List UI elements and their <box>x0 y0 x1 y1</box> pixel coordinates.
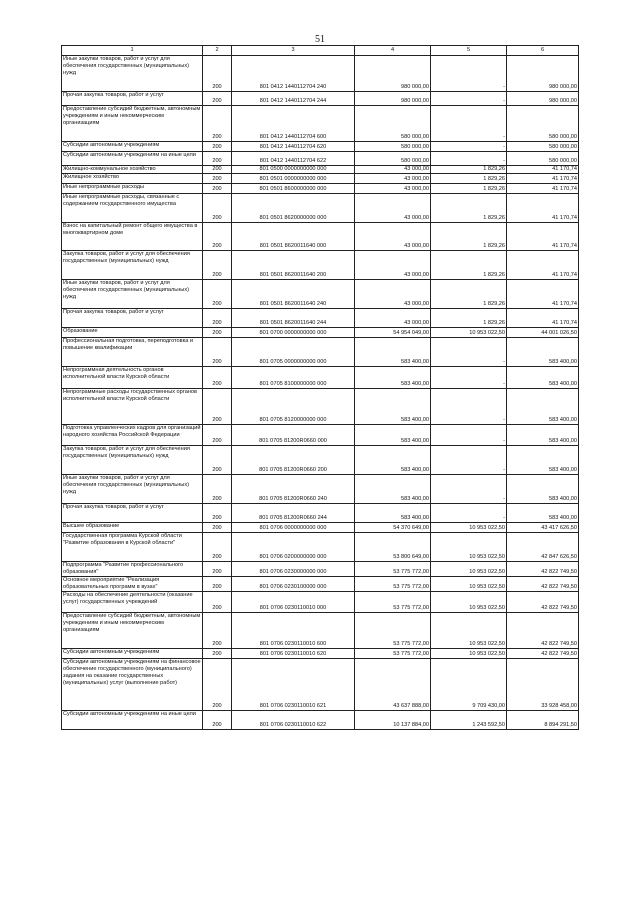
table-cell-budget-code: 801 0706 0230110010 600 <box>232 613 355 649</box>
table-row <box>62 92 579 106</box>
table-cell-name: Государственная программа Курской области "Развитие образования в Курской области" <box>62 533 203 562</box>
table-cell-line-code: 200 <box>203 309 232 328</box>
table-cell-name: Субсидии автономным учреждениям на иные цели <box>62 152 203 166</box>
header-cell: 6 <box>507 46 579 56</box>
table-row <box>62 309 579 328</box>
table-cell-name: Субсидии автономным учреждениям на иные цели <box>62 711 203 730</box>
table-cell-name: Жилищно-коммунальное хозяйство <box>62 166 203 174</box>
table-cell-approved: 53 775 772,00 <box>355 592 431 613</box>
table-cell-line-code: 200 <box>203 523 232 533</box>
table-cell-remaining: 580 000,00 <box>507 152 579 166</box>
table-cell-line-code: 200 <box>203 194 232 223</box>
table-cell-budget-code: 801 0501 8600000000 000 <box>232 184 355 194</box>
table-cell-remaining: 583 400,00 <box>507 338 579 367</box>
table-cell-line-code: 200 <box>203 338 232 367</box>
table-cell-line-code: 200 <box>203 562 232 577</box>
table-cell-line-code: 200 <box>203 475 232 504</box>
table-cell-budget-code: 801 0706 0000000000 000 <box>232 523 355 533</box>
table-cell-budget-code: 801 0501 8620000000 000 <box>232 194 355 223</box>
table-cell-remaining: 41 170,74 <box>507 251 579 280</box>
table-cell-line-code: 200 <box>203 223 232 251</box>
table-cell-budget-code: 801 0412 1440112704 240 <box>232 56 355 92</box>
table-cell-line-code: 200 <box>203 92 232 106</box>
table-cell-line-code: 200 <box>203 504 232 523</box>
table-row <box>62 446 579 475</box>
table-cell-budget-code: 801 0705 8100000000 000 <box>232 367 355 389</box>
table-cell-name: Подпрограмма "Развитие профессионального образования" <box>62 562 203 577</box>
table-cell-approved: 583 400,00 <box>355 389 431 425</box>
table-cell-remaining: 41 170,74 <box>507 309 579 328</box>
table-cell-remaining: 42 822 749,50 <box>507 562 579 577</box>
table-cell-budget-code: 801 0705 81200R0660 000 <box>232 425 355 446</box>
table-cell-remaining: 44 001 026,50 <box>507 328 579 338</box>
table-row <box>62 223 579 251</box>
table-row <box>62 152 579 166</box>
table-cell-executed: - <box>431 504 507 523</box>
table-cell-budget-code: 801 0705 0000000000 000 <box>232 338 355 367</box>
table-cell-name: Предоставление субсидий бюджетным, автономным учреждениям и иным некоммерческим организациям <box>62 613 203 649</box>
table-cell-executed: 1 829,26 <box>431 184 507 194</box>
table-row <box>62 659 579 711</box>
table-cell-budget-code: 801 0706 0230110010 620 <box>232 649 355 659</box>
table-cell-approved: 583 400,00 <box>355 367 431 389</box>
header-cell: 4 <box>355 46 431 56</box>
table-cell-approved: 980 000,00 <box>355 92 431 106</box>
table-cell-approved: 980 000,00 <box>355 56 431 92</box>
header-cell: 2 <box>203 46 232 56</box>
table-cell-approved: 10 137 884,00 <box>355 711 431 730</box>
table-row <box>62 577 579 592</box>
table-row <box>62 367 579 389</box>
table-cell-approved: 580 000,00 <box>355 106 431 142</box>
table-cell-executed: 10 953 022,50 <box>431 577 507 592</box>
table-cell-approved: 53 800 649,00 <box>355 533 431 562</box>
table-cell-line-code: 200 <box>203 711 232 730</box>
table-row <box>62 711 579 730</box>
table-cell-budget-code: 801 0706 0230100000 000 <box>232 577 355 592</box>
table-cell-name: Иные закупки товаров, работ и услуг для обеспечения государственных (муниципальных) нужд <box>62 475 203 504</box>
table-cell-line-code: 200 <box>203 613 232 649</box>
table-cell-name: Жилищное хозяйство <box>62 174 203 184</box>
table-cell-executed: 10 953 022,50 <box>431 613 507 649</box>
table-cell-executed: 1 829,26 <box>431 194 507 223</box>
table-cell-approved: 43 637 888,00 <box>355 659 431 711</box>
table-cell-name: Непрограммная деятельность органов исполнительной власти Курской области <box>62 367 203 389</box>
table-cell-name: Прочая закупка товаров, работ и услуг <box>62 504 203 523</box>
table-row <box>62 184 579 194</box>
table-cell-budget-code: 801 0705 8120000000 000 <box>232 389 355 425</box>
table-cell-name: Закупка товаров, работ и услуг для обеспечения государственных (муниципальных) нужд <box>62 251 203 280</box>
table-cell-executed: - <box>431 389 507 425</box>
table-cell-approved: 53 775 772,00 <box>355 562 431 577</box>
table-cell-name: Образование <box>62 328 203 338</box>
table-cell-name: Профессиональная подготовка, переподготовка и повышение квалификации <box>62 338 203 367</box>
table-cell-line-code: 200 <box>203 166 232 174</box>
table-cell-executed: - <box>431 106 507 142</box>
table-cell-remaining: 583 400,00 <box>507 504 579 523</box>
table-cell-budget-code: 801 0706 0230110010 621 <box>232 659 355 711</box>
table-cell-approved: 43 000,00 <box>355 194 431 223</box>
table-cell-line-code: 200 <box>203 280 232 309</box>
table-cell-executed: 1 243 592,50 <box>431 711 507 730</box>
header-cell: 3 <box>232 46 355 56</box>
table-row <box>62 280 579 309</box>
table-cell-budget-code: 801 0501 8620011640 240 <box>232 280 355 309</box>
table-row <box>62 504 579 523</box>
table-cell-approved: 580 000,00 <box>355 142 431 152</box>
table-cell-budget-code: 801 0501 8620011640 200 <box>232 251 355 280</box>
table-cell-approved: 583 400,00 <box>355 504 431 523</box>
table-cell-approved: 583 400,00 <box>355 446 431 475</box>
table-cell-budget-code: 801 0412 1440112704 620 <box>232 142 355 152</box>
table-cell-name: Иные непрограммные расходы <box>62 184 203 194</box>
table-cell-line-code: 200 <box>203 446 232 475</box>
table-cell-name: Прочая закупка товаров, работ и услуг <box>62 309 203 328</box>
page-number: 51 <box>315 34 325 45</box>
table-cell-remaining: 43 417 626,50 <box>507 523 579 533</box>
table-cell-line-code: 200 <box>203 56 232 92</box>
table-cell-name: Субсидии автономным учреждениям <box>62 142 203 152</box>
table-cell-executed: 9 709 430,00 <box>431 659 507 711</box>
table-cell-approved: 43 000,00 <box>355 184 431 194</box>
table-cell-remaining: 41 170,74 <box>507 184 579 194</box>
table-cell-remaining: 980 000,00 <box>507 56 579 92</box>
table-cell-remaining: 41 170,74 <box>507 174 579 184</box>
table-cell-budget-code: 801 0706 0230110010 622 <box>232 711 355 730</box>
table-cell-executed: 10 953 022,50 <box>431 533 507 562</box>
table-row <box>62 174 579 184</box>
table-header-row <box>62 46 579 56</box>
table-cell-remaining: 583 400,00 <box>507 446 579 475</box>
table-cell-executed: 10 953 022,50 <box>431 649 507 659</box>
table-cell-executed: - <box>431 92 507 106</box>
table-row <box>62 613 579 649</box>
table-cell-approved: 43 000,00 <box>355 223 431 251</box>
table-cell-name: Закупка товаров, работ и услуг для обеспечения государственных (муниципальных) нужд <box>62 446 203 475</box>
table-cell-executed: 1 829,26 <box>431 174 507 184</box>
table-cell-executed: 1 829,26 <box>431 280 507 309</box>
table-cell-remaining: 583 400,00 <box>507 389 579 425</box>
table-cell-remaining: 42 822 749,50 <box>507 649 579 659</box>
table-cell-name: Предоставление субсидий бюджетным, автономным учреждениям и иным некоммерческим организациям <box>62 106 203 142</box>
table-cell-remaining: 583 400,00 <box>507 367 579 389</box>
table-row <box>62 425 579 446</box>
table-cell-approved: 54 370 649,00 <box>355 523 431 533</box>
table-cell-budget-code: 801 0705 81200R0660 200 <box>232 446 355 475</box>
table-cell-approved: 53 775 772,00 <box>355 577 431 592</box>
table-row <box>62 328 579 338</box>
table-cell-name: Иные непрограммные расходы, связанные с содержанием государственного имущества <box>62 194 203 223</box>
table-cell-remaining: 33 928 458,00 <box>507 659 579 711</box>
table-cell-remaining: 41 170,74 <box>507 194 579 223</box>
table-cell-name: Иные закупки товаров, работ и услуг для обеспечения государственных (муниципальных) нужд <box>62 56 203 92</box>
table-cell-executed: - <box>431 152 507 166</box>
table-cell-executed: 1 829,26 <box>431 223 507 251</box>
table-row <box>62 523 579 533</box>
table-cell-remaining: 580 000,00 <box>507 142 579 152</box>
table-cell-executed: - <box>431 475 507 504</box>
budget-table <box>61 45 579 730</box>
header-cell: 5 <box>431 46 507 56</box>
table-row <box>62 338 579 367</box>
table-cell-line-code: 200 <box>203 152 232 166</box>
table-cell-approved: 43 000,00 <box>355 174 431 184</box>
table-cell-remaining: 41 170,74 <box>507 166 579 174</box>
table-cell-name: Субсидии автономным учреждениям <box>62 649 203 659</box>
table-cell-name: Прочая закупка товаров, работ и услуг <box>62 92 203 106</box>
table-cell-approved: 583 400,00 <box>355 425 431 446</box>
table-cell-approved: 54 954 049,00 <box>355 328 431 338</box>
table-cell-budget-code: 801 0412 1440112704 244 <box>232 92 355 106</box>
table-cell-remaining: 583 400,00 <box>507 425 579 446</box>
table-cell-budget-code: 801 0412 1440112704 622 <box>232 152 355 166</box>
table-cell-line-code: 200 <box>203 142 232 152</box>
table-cell-name: Взнос на капитальный ремонт общего имущества в многоквартирном доме <box>62 223 203 251</box>
table-cell-budget-code: 801 0706 0230110010 000 <box>232 592 355 613</box>
table-cell-approved: 43 000,00 <box>355 280 431 309</box>
table-cell-approved: 43 000,00 <box>355 166 431 174</box>
header-cell: 1 <box>62 46 203 56</box>
table-cell-executed: 1 829,26 <box>431 166 507 174</box>
table-cell-executed: 1 829,26 <box>431 251 507 280</box>
table-cell-executed: 1 829,26 <box>431 309 507 328</box>
table-cell-remaining: 41 170,74 <box>507 223 579 251</box>
table-cell-budget-code: 801 0700 0000000000 000 <box>232 328 355 338</box>
table-cell-remaining: 42 822 749,50 <box>507 613 579 649</box>
table-row <box>62 533 579 562</box>
table-cell-remaining: 42 822 749,50 <box>507 592 579 613</box>
table-cell-budget-code: 801 0500 0000000000 000 <box>232 166 355 174</box>
table-cell-approved: 53 775 772,00 <box>355 649 431 659</box>
table-cell-budget-code: 801 0705 81200R0660 240 <box>232 475 355 504</box>
table-cell-approved: 43 000,00 <box>355 309 431 328</box>
table-row <box>62 389 579 425</box>
table-cell-budget-code: 801 0706 0230000000 000 <box>232 562 355 577</box>
table-cell-line-code: 200 <box>203 533 232 562</box>
table-cell-name: Непрограммные расходы государственных органов исполнительной власти Курской области <box>62 389 203 425</box>
table-cell-line-code: 200 <box>203 592 232 613</box>
table-cell-executed: - <box>431 425 507 446</box>
table-row <box>62 56 579 92</box>
table-cell-remaining: 8 894 291,50 <box>507 711 579 730</box>
table-cell-line-code: 200 <box>203 659 232 711</box>
table-cell-budget-code: 801 0705 81200R0660 244 <box>232 504 355 523</box>
table-cell-line-code: 200 <box>203 106 232 142</box>
table-row <box>62 592 579 613</box>
table-cell-line-code: 200 <box>203 328 232 338</box>
table-cell-executed: - <box>431 446 507 475</box>
table-cell-approved: 583 400,00 <box>355 475 431 504</box>
table-cell-approved: 43 000,00 <box>355 251 431 280</box>
table-row <box>62 251 579 280</box>
table-cell-name: Подготовка управленческих кадров для организаций народного хозяйства Российской Федерации <box>62 425 203 446</box>
table-cell-approved: 583 400,00 <box>355 338 431 367</box>
table-cell-remaining: 580 000,00 <box>507 106 579 142</box>
table-cell-name: Расходы на обеспечение деятельности (оказание услуг) государственных учреждений <box>62 592 203 613</box>
table-cell-remaining: 980 000,00 <box>507 92 579 106</box>
table-cell-remaining: 42 822 749,50 <box>507 577 579 592</box>
table-row <box>62 194 579 223</box>
table-cell-name: Основное мероприятие "Реализация образовательных программ в вузах" <box>62 577 203 592</box>
table-cell-executed: - <box>431 338 507 367</box>
table-cell-budget-code: 801 0501 8620011640 244 <box>232 309 355 328</box>
table-cell-executed: - <box>431 56 507 92</box>
table-cell-line-code: 200 <box>203 184 232 194</box>
table-cell-budget-code: 801 0706 0200000000 000 <box>232 533 355 562</box>
table-cell-remaining: 583 400,00 <box>507 475 579 504</box>
table-cell-remaining: 42 847 626,50 <box>507 533 579 562</box>
table-cell-name: Иные закупки товаров, работ и услуг для обеспечения государственных (муниципальных) нужд <box>62 280 203 309</box>
table-cell-line-code: 200 <box>203 389 232 425</box>
table-cell-line-code: 200 <box>203 174 232 184</box>
table-row <box>62 106 579 142</box>
table-row <box>62 562 579 577</box>
table-cell-approved: 580 000,00 <box>355 152 431 166</box>
table-cell-name: Высшее образование <box>62 523 203 533</box>
table-cell-line-code: 200 <box>203 367 232 389</box>
table-cell-line-code: 200 <box>203 251 232 280</box>
table-cell-budget-code: 801 0501 0000000000 000 <box>232 174 355 184</box>
table-cell-executed: 10 953 022,50 <box>431 592 507 613</box>
table-cell-line-code: 200 <box>203 425 232 446</box>
table-cell-executed: - <box>431 142 507 152</box>
table-cell-line-code: 200 <box>203 577 232 592</box>
table-cell-name: Субсидии автономным учреждениям на финансовое обеспечение государственного (муниципального) задания на оказание государственных (муниципальных) услуг (выполнение работ) <box>62 659 203 711</box>
table-cell-budget-code: 801 0412 1440112704 600 <box>232 106 355 142</box>
table-cell-executed: - <box>431 367 507 389</box>
table-cell-approved: 53 775 772,00 <box>355 613 431 649</box>
table-row <box>62 142 579 152</box>
table-row <box>62 475 579 504</box>
table-row <box>62 649 579 659</box>
table-cell-line-code: 200 <box>203 649 232 659</box>
table-cell-executed: 10 953 022,50 <box>431 523 507 533</box>
table-row <box>62 166 579 174</box>
table-cell-remaining: 41 170,74 <box>507 280 579 309</box>
table-cell-executed: 10 953 022,50 <box>431 562 507 577</box>
table-cell-executed: 10 953 022,50 <box>431 328 507 338</box>
table-cell-budget-code: 801 0501 8620011640 000 <box>232 223 355 251</box>
